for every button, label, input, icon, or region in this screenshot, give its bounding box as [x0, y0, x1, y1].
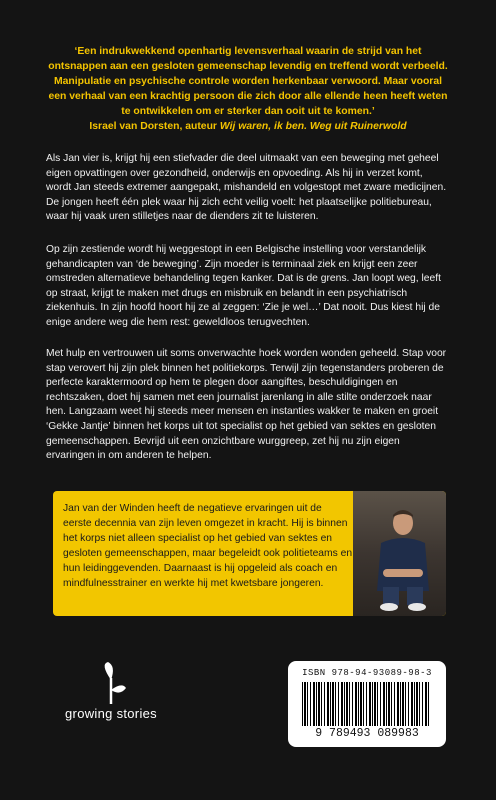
barcode-bars [302, 682, 430, 726]
sprout-icon [56, 660, 166, 706]
synopsis-paragraph-1: Als Jan vier is, krijgt hij een stiefvader die deel uitmaakt van een beweging met geheel eigen opvattingen over gezondheid, onderwijs en opvoeding. Als hij in verzet komt, wordt Jan steeds extremer aangepakt, mishandeld en volgestopt met zware medicijnen. De jongen heeft één plek waar hij zich echt veilig voelt: het plaatselijke politiebureau, waar hij vaak uren stilletjes naar de dienders zit te luisteren. [46, 153, 447, 223]
author-figure-icon [353, 491, 446, 616]
isbn-label: ISBN 978-94-93089-98-3 [302, 668, 432, 678]
quote-author: Israel van Dorsten, auteur [89, 121, 220, 132]
publisher-name: growing stories [65, 706, 157, 721]
isbn-barcode [288, 661, 446, 747]
quote-text: ‘Een indrukwekkend openhartig levensverhaal waarin de strijd van het ontsnappen aan een gesloten gemeenschap levendig en treffend wordt verbeeld. Manipulatie en psychische controle worden herkenbaar verwoord. Maar vooral een verhaal van een krachtig persoon die zich door alle ellende heen heeft weten te ontwikkelen om er sterker dan ooit uit te komen.’ [48, 46, 448, 117]
author-bio-text: Jan van der Winden heeft de negatieve ervaringen uit de eerste decennia van zijn leven omgezet in kracht. Hij is binnen het korps niet alleen specialist op het gebied van sektes en gesloten gemeenschappen, maar begeleidt ook politieteams en hun leidinggevenden. Daarnaast is hij opgeleid als coach en mindfulnesstrainer en werkte hij met kwetsbare jongeren. [63, 503, 353, 590]
endorsement-quote [46, 44, 450, 134]
author-bio-box [53, 491, 446, 616]
quote-book-title: Wij waren, ik ben. Weg uit Ruinerwold [219, 121, 407, 132]
synopsis-paragraph-2: Op zijn zestiende wordt hij weggestopt in een Belgische instelling voor verstandelijk gehandicapten van ‘de beweging’. Zijn moeder is terminaal ziek en krijgt een zeer omstreden alternatieve behandeling tegen kanker. Dat is de grens. Jan loopt weg, leeft op straat, krijgt te maken met drugs en misbruik en belandt in een psychiatrisch ziekenhuis. In zijn hoofd hoort hij ze al zeggen: ‘Zie je wel…’ Dat nooit. Dus kiest hij de enige andere weg die hem rest: geweldloos terugvechten. [46, 244, 441, 328]
barcode-digits: 9 789493 089983 [315, 727, 419, 740]
synopsis-paragraph-3: Met hulp en vertrouwen uit soms onverwachte hoek worden wonden geheeld. Stap voor stap verovert hij zijn plek binnen het politiekorps. Terwijl zijn tegenstanders proberen de perfecte karaktermoord op hem te plegen door aangiftes, beschuldigingen en rechtszaken, doet hij samen met een journalist jarenlang in alle stilte onderzoek naar hen. Langzaam weet hij steeds meer mensen en instanties wakker te maken en groeit ‘Gekke Jantje’ binnen het korps uit tot specialist op het gebied van sektes en gesloten gemeenschappen. Bevrijd uit een onzichtbare wurggreep, zet hij nu zijn eigen ervaringen in om anderen te helpen. [46, 348, 447, 462]
publisher-logo [56, 660, 166, 735]
author-photo [353, 491, 446, 616]
